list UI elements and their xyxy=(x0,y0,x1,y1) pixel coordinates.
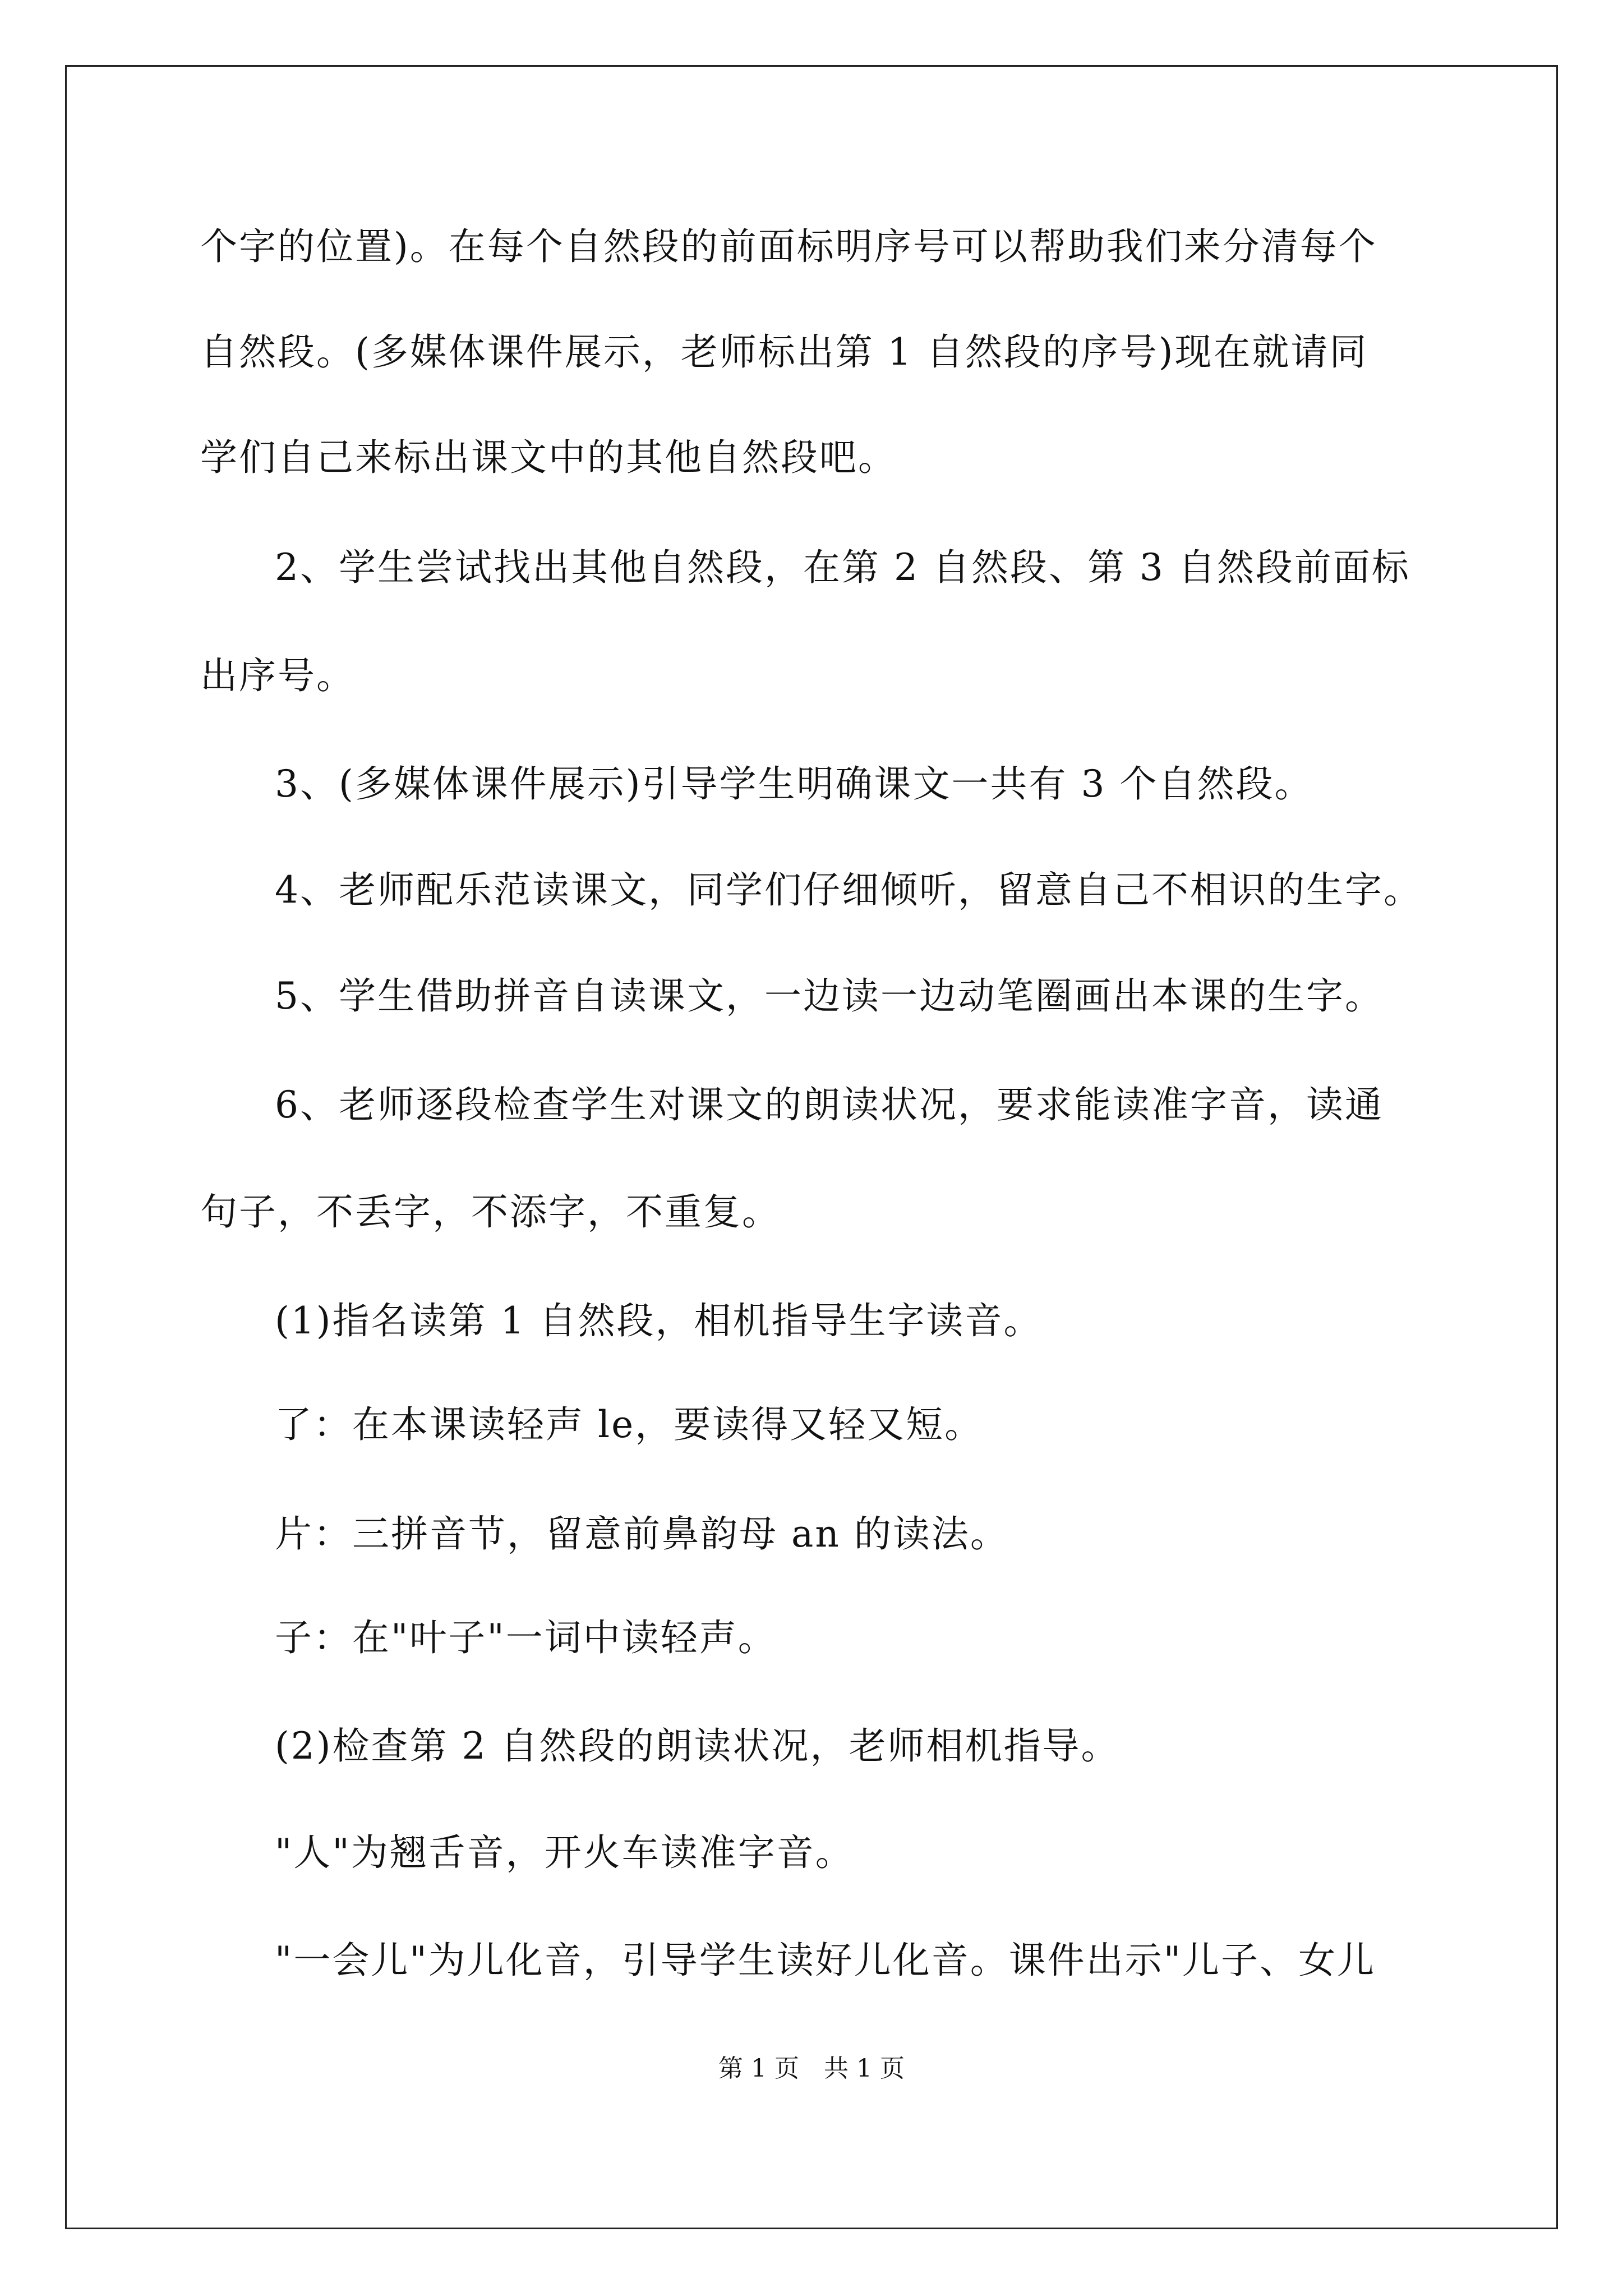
paragraph-line: "一会儿"为儿化音，引导学生读好儿化音。课件出示"儿子、女儿 xyxy=(275,1939,1376,1982)
paragraph-line: 片：三拼音节，留意前鼻韵母 an 的读法。 xyxy=(275,1512,1009,1556)
paragraph-line: (1)指名读第 1 自然段，相机指导生字读音。 xyxy=(275,1299,1043,1342)
paragraph-line: 学们自己来标出课文中的其他自然段吧。 xyxy=(200,436,897,479)
paragraph-line: 子：在"叶子"一词中读轻声。 xyxy=(275,1616,777,1659)
page-footer: 第 1 页 共 1 页 xyxy=(718,2054,905,2083)
paragraph-line: 了：在本课读轻声 le，要读得又轻又短。 xyxy=(275,1403,984,1446)
paragraph-line: 6、老师逐段检查学生对课文的朗读状况，要求能读准字音，读通 xyxy=(275,1083,1384,1126)
paragraph-line: "人"为翘舌音，开火车读准字音。 xyxy=(275,1831,854,1874)
paragraph-line: 个字的位置)。在每个自然段的前面标明序号可以帮助我们来分清每个 xyxy=(200,225,1377,268)
paragraph-line: 5、学生借助拼音自读课文，一边读一边动笔圈画出本课的生字。 xyxy=(275,974,1384,1018)
paragraph-line: 2、学生尝试找出其他自然段，在第 2 自然段、第 3 自然段前面标 xyxy=(275,546,1410,589)
paragraph-line: 3、(多媒体课件展示)引导学生明确课文一共有 3 个自然段。 xyxy=(275,762,1313,806)
paragraph-line: (2)检查第 2 自然段的朗读状况，老师相机指导。 xyxy=(275,1724,1120,1768)
paragraph-line: 句子，不丢字，不添字，不重复。 xyxy=(200,1190,781,1234)
paragraph-line: 自然段。(多媒体课件展示，老师标出第 1 自然段的序号)现在就请同 xyxy=(200,330,1368,374)
page-border xyxy=(65,65,1558,2229)
paragraph-line: 4、老师配乐范读课文，同学们仔细倾听，留意自己不相识的生字。 xyxy=(275,868,1422,912)
paragraph-line: 出序号。 xyxy=(200,654,355,697)
